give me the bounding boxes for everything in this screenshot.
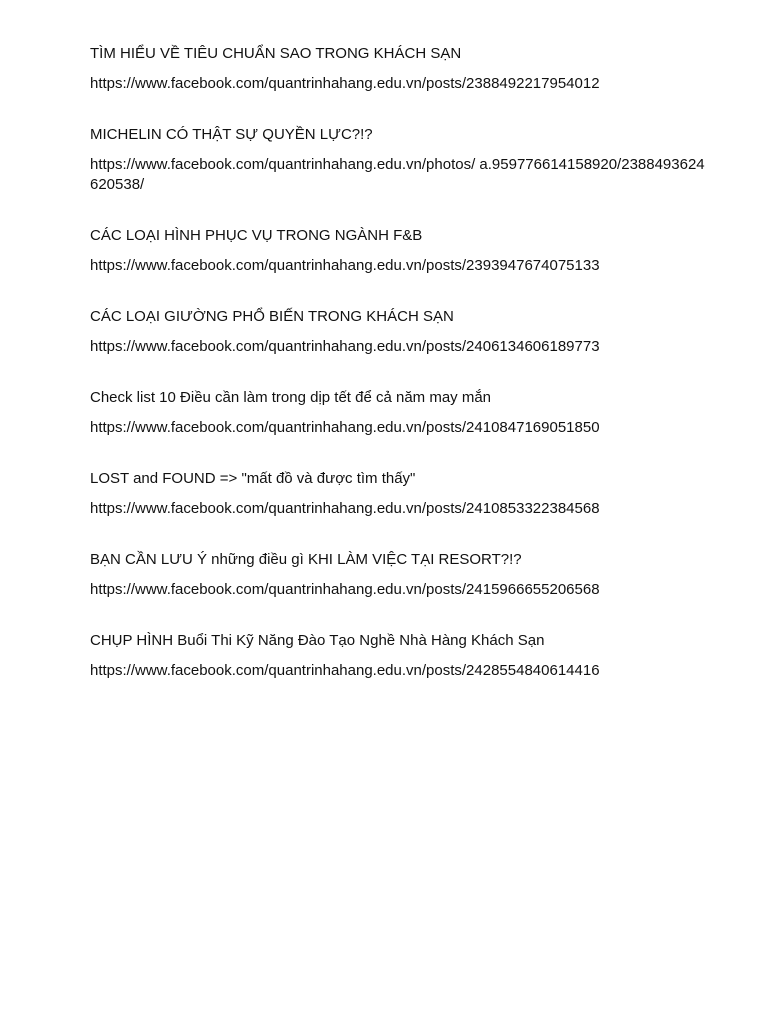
entry-link[interactable]: https://www.facebook.com/quantrinhahang.edu.vn/posts/2428554840614416: [90, 662, 600, 679]
entry-link[interactable]: https://www.facebook.com/quantrinhahang.edu.vn/posts/2410853322384568: [90, 500, 600, 517]
entry-title: LOST and FOUND => "mất đồ và được tìm thấy": [90, 470, 416, 487]
list-item: [90, 469, 710, 519]
entry-title: CÁC LOẠI HÌNH PHỤC VỤ TRONG NGÀNH F&B: [90, 227, 423, 244]
list-item: [90, 44, 710, 94]
entry-title: BẠN CẦN LƯU Ý những điều gì KHI LÀM VIỆC TẠI RESORT?!?: [90, 551, 522, 568]
entry-link[interactable]: https://www.facebook.com/quantrinhahang.edu.vn/posts/2410847169051850: [90, 419, 600, 436]
entry-link[interactable]: https://www.facebook.com/quantrinhahang.edu.vn/posts/2393947674075133: [90, 257, 600, 274]
entry-title: CÁC LOẠI GIƯỜNG PHỔ BIẾN TRONG KHÁCH SẠN: [90, 308, 454, 325]
entry-title: CHỤP HÌNH Buổi Thi Kỹ Năng Đào Tạo Nghề Nhà Hàng Khách Sạn: [90, 632, 545, 649]
list-item: [90, 550, 710, 600]
entry-link[interactable]: https://www.facebook.com/quantrinhahang.edu.vn/posts/2415966655206568: [90, 581, 600, 598]
list-item: [90, 388, 710, 438]
list-item: [90, 226, 710, 276]
list-item: [90, 631, 710, 681]
list-item: [90, 307, 710, 357]
entry-link[interactable]: https://www.facebook.com/quantrinhahang.edu.vn/photos/ a.959776614158920/2388493624620538/: [90, 156, 705, 193]
entry-title: Check list 10 Điều cần làm trong dịp tết để cả năm may mắn: [90, 389, 492, 406]
list-item: [90, 125, 710, 195]
entry-title: MICHELIN CÓ THẬT SỰ QUYỀN LỰC?!?: [90, 126, 373, 143]
entry-link[interactable]: https://www.facebook.com/quantrinhahang.edu.vn/posts/2388492217954012: [90, 75, 600, 92]
entry-link[interactable]: https://www.facebook.com/quantrinhahang.edu.vn/posts/2406134606189773: [90, 338, 600, 355]
document-page: [90, 44, 710, 712]
entry-title: TÌM HIỂU VỀ TIÊU CHUẨN SAO TRONG KHÁCH SẠN: [90, 45, 462, 62]
